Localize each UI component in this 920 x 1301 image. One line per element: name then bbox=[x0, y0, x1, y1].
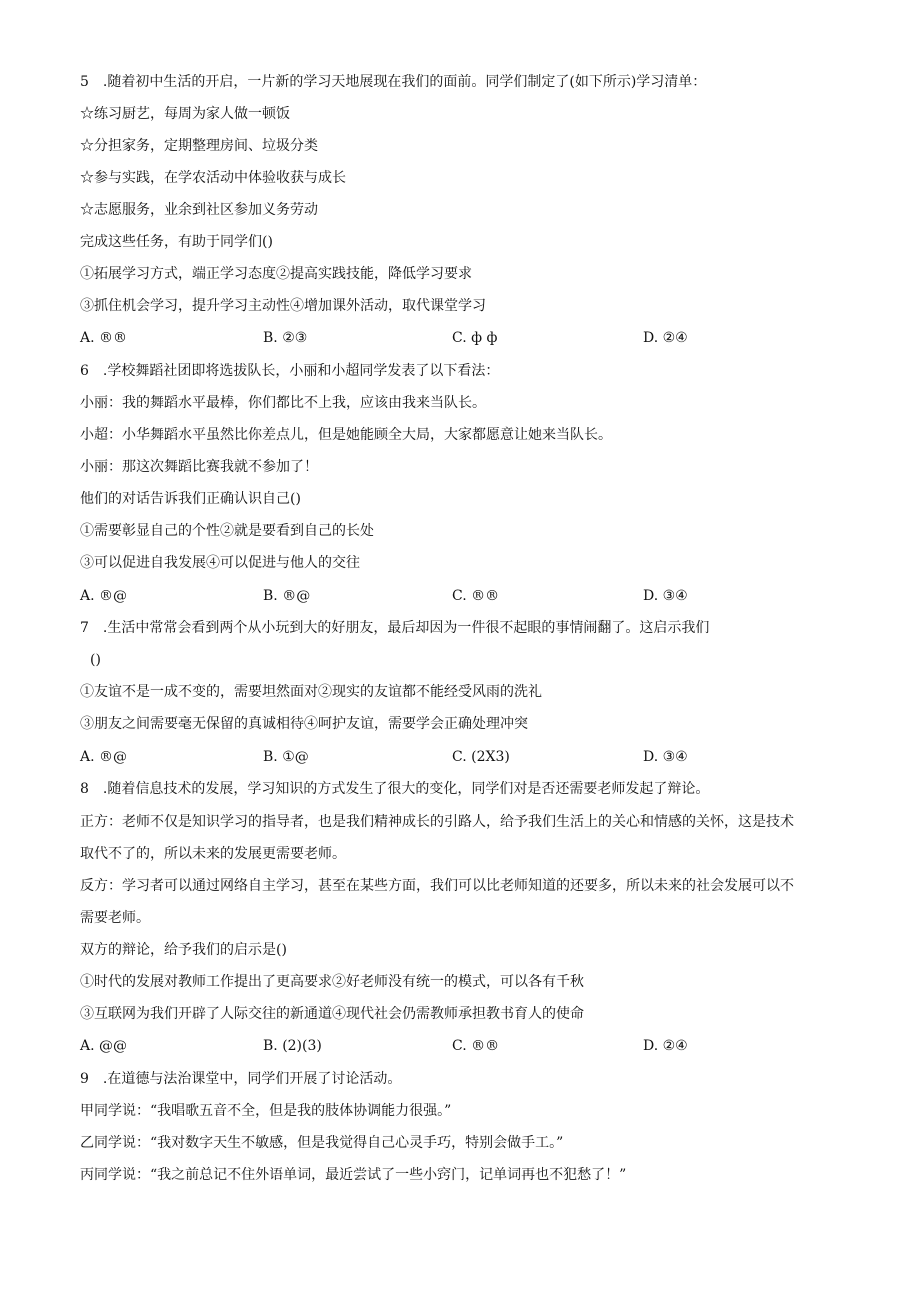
q5-list-item-2: ☆分担家务，定期整理房间、垃圾分类 bbox=[80, 138, 318, 154]
q6-stem: 6 .学校舞蹈社团即将选拔队长，小丽和小超同学发表了以下看法： bbox=[80, 363, 500, 379]
q8-statements-2: ③互联网为我们开辟了人际交往的新通道④现代社会仍需教师承担教书育人的使命 bbox=[80, 1006, 584, 1022]
q5-option-a[interactable]: A. ®® bbox=[80, 330, 128, 346]
q8-option-a[interactable]: A. @@ bbox=[80, 1038, 128, 1054]
q7-statements-2: ③朋友之间需要毫无保留的真诚相待④呵护友谊，需要学会正确处理冲突 bbox=[80, 716, 528, 732]
q5-option-c[interactable]: C. ф ф bbox=[452, 330, 498, 346]
q6-option-c[interactable]: C. ®® bbox=[452, 588, 500, 604]
q6-option-d[interactable]: D. ③④ bbox=[643, 588, 688, 604]
q6-statements-2: ③可以促进自我发展④可以促进与他人的交往 bbox=[80, 555, 360, 571]
q8-statements-1: ①时代的发展对教师工作提出了更高要求②好老师没有统一的模式，可以各有千秋 bbox=[80, 974, 584, 990]
q7-option-b[interactable]: B. ①@ bbox=[263, 749, 309, 765]
q7-stem: 7 .生活中常常会看到两个从小玩到大的好朋友，最后却因为一件很不起眼的事情闹翻了。这启示我们 bbox=[80, 620, 710, 636]
q6-option-a[interactable]: A. ®@ bbox=[80, 588, 128, 604]
q7-option-a[interactable]: A. ®@ bbox=[80, 749, 128, 765]
q8-prompt: 双方的辩论，给予我们的启示是() bbox=[80, 942, 287, 958]
q8-affirmative: 正方：老师不仅是知识学习的指导者，也是我们精神成长的引路人，给予我们生活上的关心和情感的关怀，这是技术 bbox=[80, 814, 794, 830]
q8-option-c[interactable]: C. ®® bbox=[452, 1038, 500, 1054]
q9-student-c: 丙同学说：“我之前总记不住外语单词，最近尝试了一些小窍门，记单词再也不犯愁了！” bbox=[80, 1167, 627, 1183]
q8-negative: 反方：学习者可以通过网络自主学习，甚至在某些方面，我们可以比老师知道的还要多，所以未来的社会发展可以不 bbox=[80, 878, 794, 894]
q6-dialogue-3: 小丽：那这次舞蹈比赛我就不参加了！ bbox=[80, 459, 318, 475]
q6-prompt: 他们的对话告诉我们正确认识自己() bbox=[80, 491, 301, 507]
q5-option-d[interactable]: D. ②④ bbox=[643, 330, 688, 346]
q6-dialogue-1: 小丽：我的舞蹈水平最棒，你们都比不上我，应该由我来当队长。 bbox=[80, 395, 486, 411]
q5-list-item-4: ☆志愿服务，业余到社区参加义务劳动 bbox=[80, 202, 318, 218]
q8-affirmative-continued: 取代不了的，所以未来的发展更需要老师。 bbox=[80, 846, 346, 862]
q7-option-d[interactable]: D. ③④ bbox=[643, 749, 688, 765]
q5-list-item-1: ☆练习厨艺，每周为家人做一顿饭 bbox=[80, 106, 290, 122]
q8-option-d[interactable]: D. ②④ bbox=[643, 1038, 688, 1054]
q5-stem: 5 .随着初中生活的开启，一片新的学习天地展现在我们的面前。同学们制定了(如下所示)学习清单： bbox=[80, 74, 707, 90]
q7-stem-continued: () bbox=[90, 652, 101, 668]
q8-option-b[interactable]: B. (2)(3) bbox=[263, 1038, 322, 1054]
q5-statements-2: ③抓住机会学习，提升学习主动性④增加课外活动，取代课堂学习 bbox=[80, 298, 486, 314]
q6-option-b[interactable]: B. ®@ bbox=[263, 588, 311, 604]
q7-option-c[interactable]: C. (2X3) bbox=[452, 749, 510, 765]
q5-statements-1: ①拓展学习方式，端正学习态度②提高实践技能，降低学习要求 bbox=[80, 266, 472, 282]
q5-list-item-3: ☆参与实践，在学农活动中体验收获与成长 bbox=[80, 170, 346, 186]
q8-negative-continued: 需要老师。 bbox=[80, 910, 150, 926]
q9-student-b: 乙同学说：“我对数字天生不敏感，但是我觉得自己心灵手巧，特别会做手工。” bbox=[80, 1135, 564, 1151]
q5-option-b[interactable]: B. ②③ bbox=[263, 330, 308, 346]
q5-prompt: 完成这些任务，有助于同学们() bbox=[80, 234, 273, 250]
q6-dialogue-2: 小超：小华舞蹈水平虽然比你差点儿，但是她能顾全大局，大家都愿意让她来当队长。 bbox=[80, 427, 612, 443]
q6-statements-1: ①需要彰显自己的个性②就是要看到自己的长处 bbox=[80, 523, 374, 539]
q9-stem: 9 .在道德与法治课堂中，同学们开展了讨论活动。 bbox=[80, 1071, 402, 1087]
q7-statements-1: ①友谊不是一成不变的，需要坦然面对②现实的友谊都不能经受风雨的洗礼 bbox=[80, 684, 542, 700]
q9-student-a: 甲同学说：“我唱歌五音不全，但是我的肢体协调能力很强。” bbox=[80, 1103, 452, 1119]
q8-stem: 8 .随着信息技术的发展，学习知识的方式发生了很大的变化，同学们对是否还需要老师发起了辩论。 bbox=[80, 781, 710, 797]
